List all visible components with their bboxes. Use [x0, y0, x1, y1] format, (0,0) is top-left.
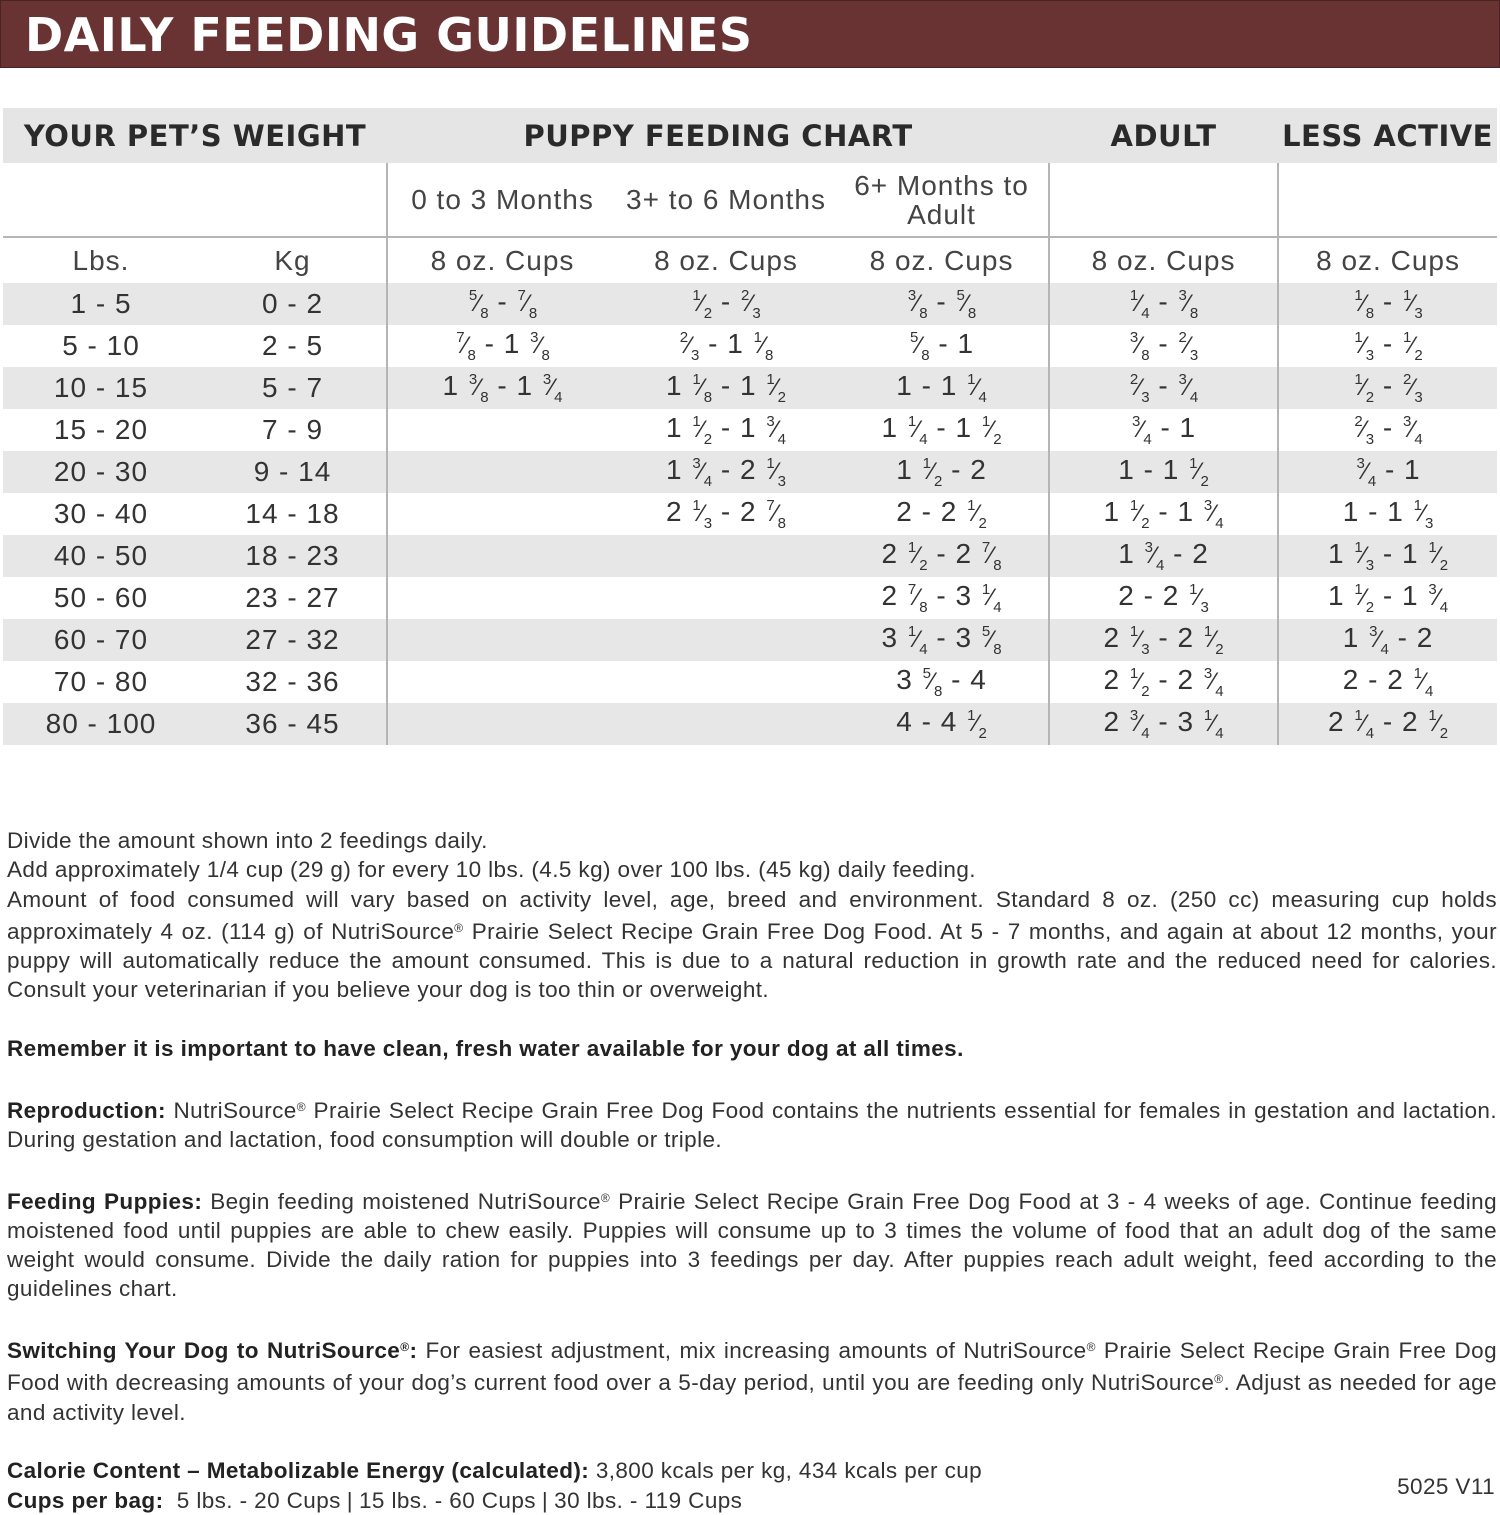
table-cell: $^1⁄_2$ - $^2⁄_3$	[617, 283, 835, 325]
table-cell: $^3⁄_4 - 1$	[1049, 409, 1278, 451]
table-cell: 1 $^1⁄_2 - 1$ $^3⁄_4$	[1278, 577, 1497, 619]
table-cell: 9 - 14	[199, 451, 387, 493]
table-cell: 5 - 7	[199, 367, 387, 409]
table-cell	[387, 577, 617, 619]
unit-cups: 8 oz. Cups	[1049, 237, 1278, 283]
table-cell	[617, 577, 835, 619]
table-cell: $^1⁄_4$ - $^3⁄_8$	[1049, 283, 1278, 325]
table-cell	[387, 703, 617, 745]
unit-kg: Kg	[274, 244, 311, 276]
table-row	[3, 493, 1497, 535]
unit-cups: 8 oz. Cups	[654, 244, 798, 276]
unit-cups: 8 oz. Cups	[387, 237, 617, 283]
note-add: Add approximately 1/4 cup (29 g) for every 10 lbs. (4.5 kg) over 100 lbs. (45 kg) daily feeding.	[7, 857, 976, 883]
registered-mark: ®	[600, 1190, 611, 1205]
table-cell: 10 - 15	[3, 367, 199, 409]
age-3-6-months: 3+ to 6 Months	[626, 184, 827, 215]
table-cell: $^7⁄_8 - 1$ $^3⁄_8$	[387, 325, 617, 367]
blank-cell	[3, 163, 387, 237]
table-cell: 2 $^1⁄_3 - 2$ $^7⁄_8$	[666, 496, 787, 532]
table-row	[3, 409, 1497, 451]
table-cell: $^3⁄_4 - 1$	[1278, 451, 1497, 493]
adult-header: ADULT	[1049, 108, 1278, 163]
table-header-row	[3, 108, 1497, 163]
table-cell: 1 $^1⁄_8 - 1$ $^1⁄_2$	[617, 367, 835, 409]
table-cell: 5 - 10	[62, 330, 140, 361]
table-cell: $^5⁄_8 - 1$	[909, 328, 975, 364]
note-calorie: Calorie Content – Metabolizable Energy (calculated): 3,800 kcals per kg, 434 kcals per cup	[7, 1458, 983, 1484]
registered-mark: ®	[1086, 1340, 1096, 1355]
table-cell: 18 - 23	[199, 535, 387, 577]
table-row	[3, 451, 1497, 493]
table-row	[3, 577, 1497, 619]
table-cell: $^1⁄_2$ - $^2⁄_3$	[1278, 367, 1497, 409]
note-amount: Amount of food consumed will vary based on activity level, age, breed and environment. Standard 8 oz. (250 cc) measuring cup holds approximately 4 oz. (114 g) of NutriSource® Prairie Select Recipe Grain Free Dog Food. At 5 - 7 months, and again at about 12 months, your puppy will automatically reduce the amount consumed. This is due to a natural reduction in growth rate and the reduced need for calories. Consult your veterinarian if you believe your dog is too thin or overweight.	[7, 886, 1497, 1003]
blank-cell	[1278, 163, 1497, 237]
table-cell	[387, 661, 617, 703]
unit-cups: 8 oz. Cups	[1278, 237, 1497, 283]
table-cell: 70 - 80	[53, 666, 149, 697]
table-cell: 1 - 5	[3, 283, 199, 325]
table-cell: 1 $^1⁄_2 - 1$ $^3⁄_4$	[666, 412, 787, 448]
table-cell: 7 - 9	[261, 414, 324, 445]
table-cell: 40 - 50	[3, 535, 199, 577]
table-cell	[387, 619, 617, 661]
table-cell	[617, 535, 835, 577]
table-cell	[387, 535, 617, 577]
table-cell: 36 - 45	[199, 703, 387, 745]
table-cell: 1 - 1 $^1⁄_3$	[1278, 493, 1497, 535]
table-cell: 2 $^1⁄_2 - 2$ $^7⁄_8$	[835, 535, 1049, 577]
table-cell: 1 - 1 $^1⁄_4$	[835, 367, 1049, 409]
table-cell: $^2⁄_3$ - $^3⁄_4$	[1049, 367, 1278, 409]
table-cell: 14 - 18	[245, 498, 340, 529]
table-cell: 32 - 36	[245, 666, 340, 697]
note-divide: Divide the amount shown into 2 feedings daily.	[7, 828, 488, 853]
table-cell	[617, 619, 835, 661]
table-cell	[387, 493, 617, 535]
table-cell: $^3⁄_8$ - $^2⁄_3$	[1049, 325, 1278, 367]
table-cell: 2 - 2 $^1⁄_3$	[1049, 577, 1278, 619]
page-title: DAILY FEEDING GUIDELINES	[25, 8, 753, 62]
table-cell: 1 $^1⁄_3 - 1$ $^1⁄_2$	[1278, 535, 1497, 577]
table-row	[3, 535, 1497, 577]
table-cell: 1 $^1⁄_2 - 1$ $^3⁄_4$	[1049, 493, 1278, 535]
registered-mark: ®	[1214, 1372, 1224, 1387]
table-cell: 15 - 20	[53, 414, 149, 445]
table-cell	[617, 703, 835, 745]
table-cell: 1 $^3⁄_4 - 2$	[1278, 619, 1497, 661]
table-cell: 2 $^7⁄_8 - 3$ $^1⁄_4$	[881, 580, 1002, 616]
table-cell: 3 $^5⁄_8 - 4$	[896, 664, 987, 700]
table-row	[3, 703, 1497, 745]
registered-mark: ®	[296, 1099, 306, 1114]
age-6-adult: 6+ Months to Adult	[854, 169, 1029, 230]
table-cell: 2 - 2 $^1⁄_4$	[1278, 661, 1497, 703]
unit-lbs: Lbs.	[72, 244, 130, 276]
table-cell: 1 $^1⁄_4 - 1$ $^1⁄_2$	[881, 412, 1002, 448]
table-cell	[387, 409, 617, 451]
feeding-table	[3, 108, 1497, 745]
pet-weight-header: YOUR PET’S WEIGHT	[3, 108, 387, 163]
registered-mark: ®	[454, 920, 464, 935]
table-cell: 2 $^1⁄_4 - 2$ $^1⁄_2$	[1278, 703, 1497, 745]
table-cell: 2 - 5	[261, 330, 324, 361]
table-cell: $^1⁄_3$ - $^1⁄_2$	[1278, 325, 1497, 367]
table-cell: 2 $^1⁄_2 - 2$ $^3⁄_4$	[1049, 661, 1278, 703]
table-cell: $^2⁄_3$ - $^3⁄_4$	[1278, 409, 1497, 451]
table-cell: 4 - 4 $^1⁄_2$	[835, 703, 1049, 745]
table-cell: 30 - 40	[53, 498, 149, 529]
product-code: 5025 V11	[1397, 1474, 1495, 1499]
table-cell: 1 $^3⁄_4 - 2$ $^1⁄_3$	[617, 451, 835, 493]
table-row	[3, 325, 1497, 367]
table-cell: 20 - 30	[3, 451, 199, 493]
table-row	[3, 283, 1497, 325]
feeding-notes	[7, 826, 1497, 1515]
note-feeding-puppies: Feeding Puppies: Begin feeding moistened NutriSource® Prairie Select Recipe Grain Free Dog Food at 3 - 4 weeks of age. Continue feeding moistened food until puppies are able to chew easily. Puppies will consume up to 3 times the volume of food that an adult dog of the same weight would consume. Divide the daily ration for puppies into 3 feedings per day. After puppies reach adult weight, feed according to the guidelines chart.	[7, 1188, 1497, 1302]
table-cell	[617, 661, 835, 703]
table-cell: 1 $^3⁄_4 - 2$	[1049, 535, 1278, 577]
puppy-chart-header: PUPPY FEEDING CHART	[387, 108, 1049, 163]
table-cell: 2 $^3⁄_4 - 3$ $^1⁄_4$	[1049, 703, 1278, 745]
table-cell: $^5⁄_8$ - $^7⁄_8$	[387, 283, 617, 325]
table-row	[3, 367, 1497, 409]
table-cell: 23 - 27	[245, 582, 340, 613]
table-row	[3, 619, 1497, 661]
table-cell: 2 $^1⁄_3 - 2$ $^1⁄_2$	[1049, 619, 1278, 661]
note-cups-per-bag: Cups per bag: 5 lbs. - 20 Cups | 15 lbs. - 60 Cups | 30 lbs. - 119 Cups	[7, 1487, 743, 1513]
registered-mark: ®	[400, 1340, 410, 1355]
table-cell: 3 $^1⁄_4 - 3$ $^5⁄_8$	[835, 619, 1049, 661]
table-cell: 1 - 1 $^1⁄_2$	[1049, 451, 1278, 493]
table-cell: 27 - 32	[199, 619, 387, 661]
table-cell: 60 - 70	[3, 619, 199, 661]
blank-cell	[1049, 163, 1278, 237]
unit-cups: 8 oz. Cups	[869, 244, 1014, 276]
note-water: Remember it is important to have clean, fresh water available for your dog at all times.	[7, 1036, 964, 1062]
table-cell	[387, 451, 617, 493]
puppy-age-row	[3, 163, 1497, 237]
table-cell: 80 - 100	[3, 703, 199, 745]
title-banner	[0, 0, 1500, 68]
age-0-3-months: 0 to 3 Months	[387, 163, 617, 237]
units-row	[3, 237, 1497, 283]
table-cell: 0 - 2	[199, 283, 387, 325]
note-switching: Switching Your Dog to NutriSource®: For easiest adjustment, mix increasing amounts of NutriSource® Prairie Select Recipe Grain Free Dog Food with decreasing amounts of your dog’s current food over a 5-day period, until you are feeding only NutriSource®. Adjust as needed for age and activity level.	[7, 1338, 1498, 1425]
table-cell: $^2⁄_3 - 1$ $^1⁄_8$	[679, 328, 774, 364]
table-cell: $^3⁄_8$ - $^5⁄_8$	[835, 283, 1049, 325]
table-row	[3, 661, 1497, 703]
table-cell: 2 - 2 $^1⁄_2$	[896, 496, 987, 532]
note-reproduction: Reproduction: NutriSource® Prairie Select Recipe Grain Free Dog Food contains the nutrients essential for females in gestation and lactation. During gestation and lactation, food consumption will double or triple.	[7, 1097, 1497, 1152]
table-cell: 1 $^1⁄_2 - 2$	[835, 451, 1049, 493]
table-cell: $^1⁄_8$ - $^1⁄_3$	[1278, 283, 1497, 325]
table-cell: 1 $^3⁄_8 - 1$ $^3⁄_4$	[387, 367, 617, 409]
table-cell: 50 - 60	[53, 582, 149, 613]
less-active-header: LESS ACTIVE	[1278, 108, 1497, 163]
